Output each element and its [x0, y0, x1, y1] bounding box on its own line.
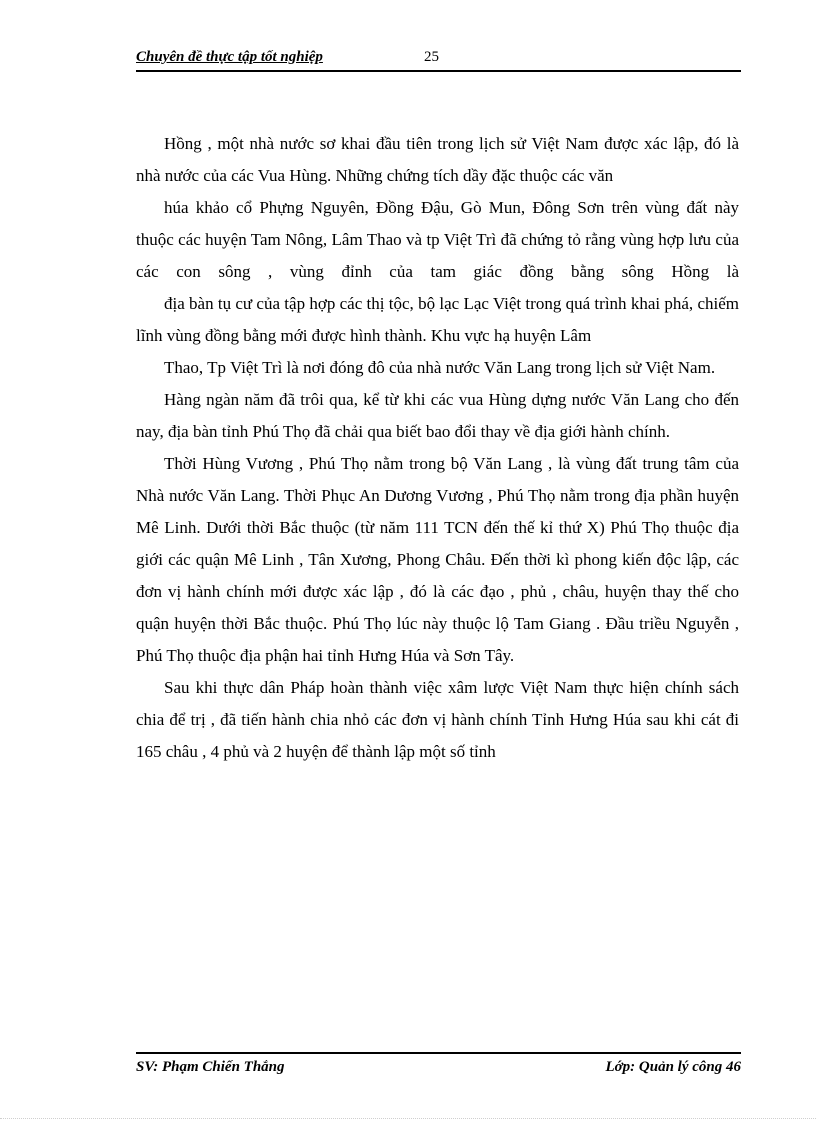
document-body [136, 128, 739, 768]
page-edge-divider [0, 1118, 816, 1119]
student-name: SV: Phạm Chiến Thắng [136, 1059, 285, 1075]
header-title: Chuyên đề thực tập tốt nghiệp [136, 49, 323, 65]
paragraph: húa khảo cổ Phựng Nguyên, Đồng Đậu, Gò Mun, Đông Sơn trên vùng đất này thuộc các huyện Tam Nông, Lâm Thao và tp Việt Trì đã chứng tỏ rằng vùng hợp lưu của các con sông , vùng đỉnh của tam giác đồng bằng sông Hồng là [136, 198, 739, 281]
paragraph: Thao, Tp Việt Trì là nơi đóng đô của nhà nước Văn Lang trong lịch sử Việt Nam. [164, 358, 716, 377]
paragraph: Hồng , một nhà nước sơ khai đầu tiên trong lịch sử Việt Nam được xác lập, đó là nhà nước của các Vua Hùng. Những chứng tích dầy đặc thuộc các văn [136, 134, 739, 185]
paragraph: Sau khi thực dân Pháp hoàn thành việc xâm lược Việt Nam thực hiện chính sách chia để trị , đã tiến hành chia nhỏ các đơn vị hành chính Tỉnh Hưng Húa sau khi cát đi 165 châu , 4 phủ và 2 huyện để thành lập một số tỉnh [136, 678, 739, 761]
page-number: 25 [424, 49, 439, 65]
paragraph: Hàng ngàn năm đã trôi qua, kể từ khi các vua Hùng dựng nước Văn Lang cho đến nay, địa bàn tỉnh Phú Thọ đã chải qua biết bao đổi thay về địa giới hành chính. [136, 390, 739, 441]
page-header [136, 48, 741, 72]
page-footer [136, 1052, 741, 1075]
class-name: Lớp: Quản lý công 46 [605, 1059, 741, 1075]
paragraph: Thời Hùng Vương , Phú Thọ nằm trong bộ Văn Lang , là vùng đất trung tâm của Nhà nước Văn Lang. Thời Phục An Dương Vương , Phú Thọ nằm trong địa phần huyện Mê Linh. Dưới thời Bắc thuộc (từ năm 111 TCN đến thế kỉ thứ X) Phú Thọ thuộc địa giới các quận Mê Linh , Tân Xương, Phong Châu. Đến thời kì phong kiến độc lập, các đơn vị hành chính mới được xác lập , đó là các đạo , phủ , châu, huyện thay thế cho quận huyện thời Bắc thuộc. Phú Thọ lúc này thuộc lộ Tam Giang . Đầu triều Nguyễn , Phú Thọ thuộc địa phận hai tỉnh Hưng Húa và Sơn Tây. [136, 454, 739, 665]
paragraph: địa bàn tụ cư của tập hợp các thị tộc, bộ lạc Lạc Việt trong quá trình khai phá, chiếm lĩnh vùng đồng bằng mới được hình thành. Khu vực hạ huyện Lâm [136, 294, 739, 345]
